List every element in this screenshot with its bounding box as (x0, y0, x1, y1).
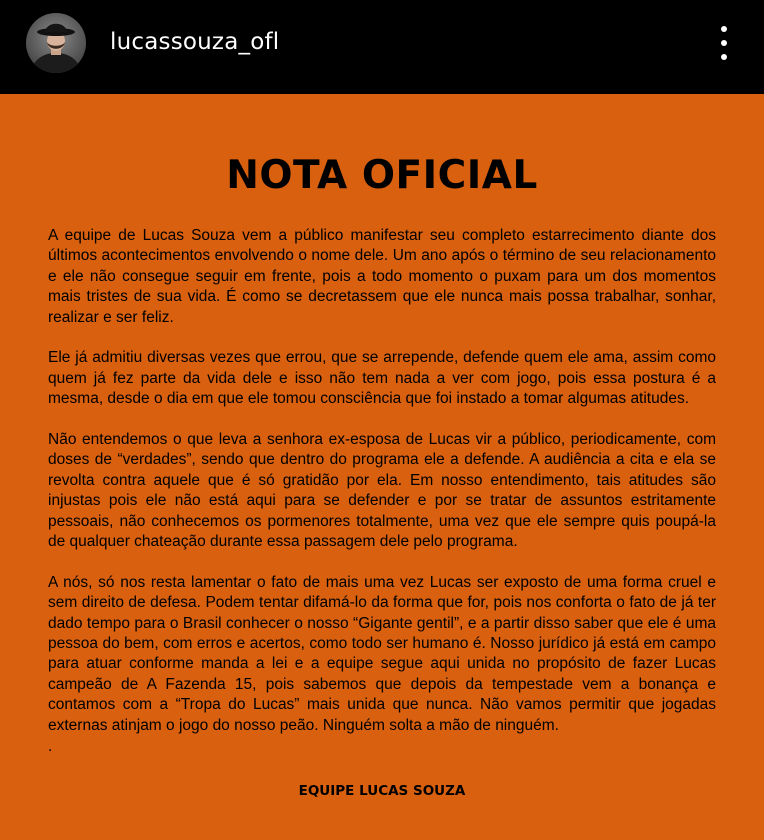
post-body (48, 226, 716, 757)
post-header (0, 0, 764, 94)
paragraph: Ele já admitiu diversas vezes que errou, que se arrepende, defende quem ele ama, assim como quem já fez parte da vida dele e isso não tem nada a ver com jogo, pois essa postura é a mesma, desde o dia em que ele tomou consciência que foi instado a tomar algumas atitudes. (48, 349, 716, 408)
post-title: NOTA OFICIAL (226, 153, 538, 198)
avatar[interactable] (26, 13, 86, 73)
paragraph: Não entendemos o que leva a senhora ex-esposa de Lucas vir a público, periodicamente, com doses de “verdades”, sendo que dentro do programa ele a defende. A audiência a cita e ela se revolta contra aquele que é só gratidão por ela. Em nosso entendimento, tais atitudes são injustas pois ele não está aqui para se defender e por se tratar de assuntos estritamente pessoais, não conhecemos os pormenores totalmente, uma vez que ele sempre quis poupá-la de qualquer chateação durante essa passagem dele pelo programa. (48, 431, 716, 551)
dot-icon (721, 54, 727, 60)
trailing-dot: . (48, 737, 53, 755)
paragraph: A equipe de Lucas Souza vem a público manifestar seu completo estarrecimento diante dos últimos acontecimentos envolvendo o nome dele. Um ano após o término de seu relacionamento e ele não consegue seguir em frente, pois a todo momento o puxam para um dos momentos mais tristes de sua vida. É como se decretassem que ele nunca mais possa trabalhar, sonhar, realizar e ser feliz. (48, 227, 716, 326)
username[interactable]: lucassouza_ofl (110, 29, 280, 55)
signature: EQUIPE LUCAS SOUZA (298, 783, 466, 799)
paragraph: A nós, só nos resta lamentar o fato de mais uma vez Lucas ser exposto de uma forma cruel e sem direito de defesa. Podem tentar difamá-lo da forma que for, pois nos conforta o fato de já ter dado tempo para o Brasil conhecer o nosso “Gigante gentil”, e a partir disso saber que ele é uma pessoa do bem, com erros e acertos, como todo ser humano é. Nosso jurídico já está em campo para atuar conforme manda a lei e a equipe segue aqui unida no propósito de fazer Lucas campeão de A Fazenda 15, pois sabemos que depois da tempestade vem a bonança e contamos com a “Tropa do Lucas” mais unida que nunca. Não vamos permitir que jogadas externas atinjam o jogo do nosso peão. Ninguém solta a mão de ninguém. (48, 573, 716, 734)
more-options-button[interactable] (714, 26, 734, 60)
dot-icon (721, 40, 727, 46)
profile-photo-icon (26, 13, 86, 73)
dot-icon (721, 26, 727, 32)
